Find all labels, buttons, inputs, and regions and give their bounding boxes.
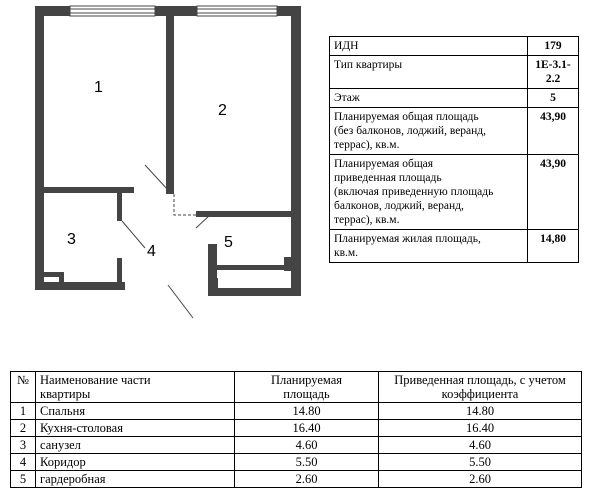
info-label: Планируемая общая площадь (без балконов, лоджий, веранд, террас), кв.м. (330, 108, 528, 155)
rooms-table-header (11, 372, 582, 403)
room-number-label: 2 (218, 102, 227, 119)
reduced-area: 4.60 (379, 437, 582, 454)
table-row (11, 454, 582, 471)
door (122, 165, 210, 318)
table-row (11, 420, 582, 437)
info-label: Планируемая общая приведенная площадь (включая приведенную площадь балконов, лоджий, веранд, террас), кв.м. (330, 155, 528, 230)
info-label: Планируемая жилая площадь, кв.м. (330, 230, 528, 263)
reduced-area: 16.40 (379, 420, 582, 437)
info-value: 43,90 (528, 155, 579, 230)
header-reduced-area: Приведенная площадь, с учетом коэффициента (379, 372, 582, 403)
apartment-info-table (329, 36, 579, 263)
row-number: 3 (11, 437, 36, 454)
table-row (11, 437, 582, 454)
info-row (330, 108, 579, 155)
room-name: санузел (36, 437, 235, 454)
room-number-label: 5 (224, 234, 233, 251)
info-label: Этаж (330, 89, 528, 108)
row-number: 5 (11, 471, 36, 488)
planned-area: 16.40 (235, 420, 379, 437)
info-row (330, 230, 579, 263)
info-label: ИДН (330, 37, 528, 56)
info-row (330, 56, 579, 89)
reduced-area: 5.50 (379, 454, 582, 471)
room-number-label: 3 (67, 231, 76, 248)
info-value: 1Е-3.1- 2.2 (528, 56, 579, 89)
info-row (330, 37, 579, 56)
header-planned-area: Планируемая площадь (235, 372, 379, 403)
planned-area: 14.80 (235, 403, 379, 420)
row-number: 4 (11, 454, 36, 471)
header-room-name: Наименование части квартиры (36, 372, 235, 403)
info-value: 179 (528, 37, 579, 56)
row-number: 1 (11, 403, 36, 420)
room-number-label: 1 (94, 79, 103, 96)
room-name: Кухня-столовая (36, 420, 235, 437)
table-row (11, 471, 582, 488)
reduced-area: 2.60 (379, 471, 582, 488)
info-label: Тип квартиры (330, 56, 528, 89)
planned-area: 4.60 (235, 437, 379, 454)
floor-plan (0, 0, 320, 330)
header-number: № (11, 372, 36, 403)
info-value: 14,80 (528, 230, 579, 263)
room-name: гардеробная (36, 471, 235, 488)
row-number: 2 (11, 420, 36, 437)
room-name: Коридор (36, 454, 235, 471)
table-row (11, 403, 582, 420)
room-number-label: 4 (147, 243, 156, 260)
info-value: 5 (528, 89, 579, 108)
info-row (330, 155, 579, 230)
info-row (330, 89, 579, 108)
rooms-table (10, 371, 582, 488)
interior-walls (44, 16, 292, 288)
room-name: Спальня (36, 403, 235, 420)
planned-area: 2.60 (235, 471, 379, 488)
planned-area: 5.50 (235, 454, 379, 471)
reduced-area: 14.80 (379, 403, 582, 420)
info-value: 43,90 (528, 108, 579, 155)
